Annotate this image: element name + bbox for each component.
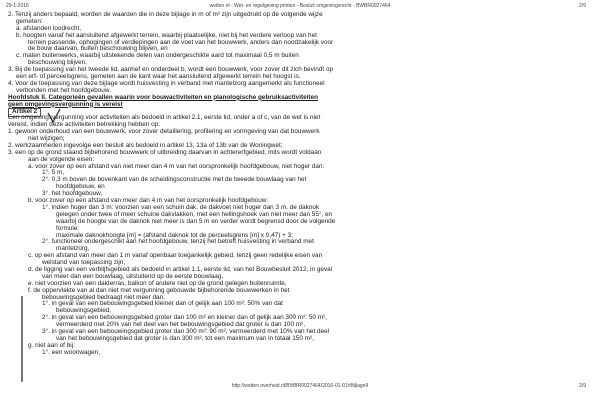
text-line: 2. werkzaamheden ingevolge een besluit als bedoeld in artikel 13, 13a of 13b van de Woningwet;: [8, 141, 283, 149]
print-date: 29-1-2016: [6, 3, 29, 9]
text-line: Een omgevingsvergunning voor activiteiten als bedoeld in artikel 2.1, eerste lid, onder a of c, van de wet is niet: [8, 114, 321, 122]
print-page-number: 2/9: [579, 3, 586, 9]
text-line: de bouw daarvan, buiten beschouwing blijven, en: [28, 45, 168, 53]
text-line: 1°. een woonwagen,: [42, 348, 100, 356]
text-line: beschouwing blijven.: [28, 59, 87, 67]
text-line: formule:: [56, 224, 80, 232]
handwritten-margin-line: [20, 296, 24, 382]
text-line: f. de oppervlakte van al dan niet met vergunning gebouwde bijbehorende bouwwerken in het: [28, 286, 290, 294]
text-line: van het bebouwingsgebied dat groter is dan 300 m², tot een maximum van in totaal 150 m²,: [56, 334, 314, 342]
text-line: mantelzorg,: [56, 245, 90, 253]
text-line: c. maten buitenwerks, waarbij uitstekende delen van ondergeschikte aard tot maximaal 0,5 m buiten: [16, 52, 299, 60]
print-footer: [0, 383, 600, 393]
print-url: http://wetten.overheid.nl/BWBR0027464/2016-01-01#BijlageII: [231, 383, 369, 389]
text-line: 3. Bij de toepassing van het tweede lid, aanhef en onderdeel b, wordt een bouwwerk, voor zover dit zich bevindt op: [8, 66, 334, 74]
text-line: hoofdgebouw, en: [56, 183, 105, 191]
text-line: waarbij de hoogte van de daknok niet meer is dan 5 m en verder wordt begrensd door de volgende: [56, 217, 336, 225]
text-line: verbonden met het hoofdgebouw.: [16, 86, 111, 94]
text-line: c. op een afstand van meer dan 1 m vanaf openbaar toegankelijk gebied, tenzij geen redelijke eisen van: [28, 252, 323, 260]
text-line: 2. Tenzij anders bepaald, worden de waarden die in deze bijlage in m of m² zijn uitgedrukt op de volgende wijze: [8, 11, 323, 18]
text-line: geen omgevingsvergunning is vereist: [8, 100, 123, 108]
text-line: 1°. in geval van een bebouwingsgebied kleiner dan of gelijk aan 100 m²: 50% van dat: [42, 300, 283, 308]
text-line: 2°. 0,3 m boven de bovenkant van de scheidingsconstructie met de tweede bouwlaag van het: [42, 176, 307, 184]
text-line: vereist, indien deze activiteiten betrekking hebben op:: [8, 121, 161, 129]
text-line: d. de ligging van een verblijfsgebied als bedoeld in artikel 1.1, eerste lid, van het Bouwbesluit 2012, in geval: [28, 265, 333, 273]
text-line: een erf- of perceelsgrens, gemeten aan de kant waar het aansluitend afgewerkt terrein het hoogst is.: [16, 73, 301, 81]
document-body: [8, 12, 586, 357]
text-line: 3. een op de grond staand bijbehorend bouwwerk of uitbreiding daarvan in achtererfgebied, mits wordt voldaan: [8, 148, 322, 156]
text-line: bebouwingsgebied bedraagt niet meer dan:: [42, 293, 165, 301]
text-line: welstand van toepassing zijn,: [42, 259, 126, 267]
text-line: g. niet aan of bij:: [28, 341, 75, 349]
text-line: vermeerderd met 20% van het deel van het bebouwingsgebied dat groter is dan 100 m²,: [56, 321, 306, 329]
text-line: niet wijzigen;: [28, 135, 65, 143]
text-line: 3°. in geval van een bebouwingsgebied groter dan 300 m²: 90 m², vermeerderd met 10% van het deel: [42, 327, 330, 335]
text-line: 1°. 5 m,: [42, 169, 65, 177]
text-line: e. niet voorzien van een dakterras, balkon of andere niet op de grond gelegen buitenruimte,: [28, 279, 287, 287]
text-line: terrein passende, ophogingen of verdiepingen aan de voet van het bouwwerk, anders dan noodzakelijk voor: [28, 38, 334, 46]
text-line: gemeten:: [16, 17, 43, 25]
text-line: b. hoogten vanaf het aansluitend afgewerkt terrein, waarbij plaatselijke, niet bij het verdere verloop van het: [16, 31, 317, 39]
text-line: Hoofdstuk II. Categorieën gevallen waarin voor bouwactiviteiten en planologische gebruiksactiviteiten: [8, 93, 319, 101]
article-heading: Artikel 2: [8, 108, 41, 117]
text-line: a. afstanden loodrecht,: [16, 24, 82, 32]
text-line: 4. Voor de toepassing van deze bijlage wordt huisvesting in verband met mantelzorg aangemerkt als functioneel: [8, 79, 325, 87]
text-line: maximale daknokhoogte [m] = (afstand daknok tot de perceelsgrens [m] x 0,47) + 3;: [56, 231, 293, 239]
text-line: gelegen onder twee of meer schuine dakvlakken, met een hellingshoek van niet meer dan 55°, en: [56, 210, 333, 218]
text-line: van meer dan een bouwlaag, uitsluitend op de eerste bouwlaag,: [42, 272, 224, 280]
text-line: aan de volgende eisen:: [28, 155, 95, 163]
text-line: 1°. indien hoger dan 3 m: voorzien van een schuin dak, de dakvoet niet hoger dan 3 m, de daknok: [42, 203, 320, 211]
text-line: 3°. het hoofdgebouw,: [42, 190, 103, 198]
footer-page-number: 2/9: [579, 383, 586, 389]
text-line: a. voor zover op een afstand van niet meer dan 4 m van het oorspronkelijk hoofdgebouw, niet hoger dan:: [28, 162, 325, 170]
text-line: b. voor zover op een afstand van meer dan 4 m van het oorspronkelijk hoofdgebouw:: [28, 197, 269, 205]
text-line: bebouwingsgebied,: [56, 307, 112, 315]
text-line: 2°. functioneel ondergeschikt aan het hoofdgebouw, tenzij het betreft huisvesting in verband met: [42, 238, 314, 246]
text-line: 1. gewoon onderhoud van een bouwwerk, voor zover detaillering, profilering en vormgeving van dat bouwwerk: [8, 128, 320, 136]
print-site-title: wetten.nl - Wet- en regelgeving printen - Besluit omgevingsrecht - BWBR0027464: [209, 3, 391, 9]
handwritten-check-mark: [46, 108, 62, 124]
text-line: 2°. in geval van een bebouwingsgebied groter dan 100 m² en kleiner dan of gelijk aan 300 m²: 50 m²,: [42, 314, 327, 322]
